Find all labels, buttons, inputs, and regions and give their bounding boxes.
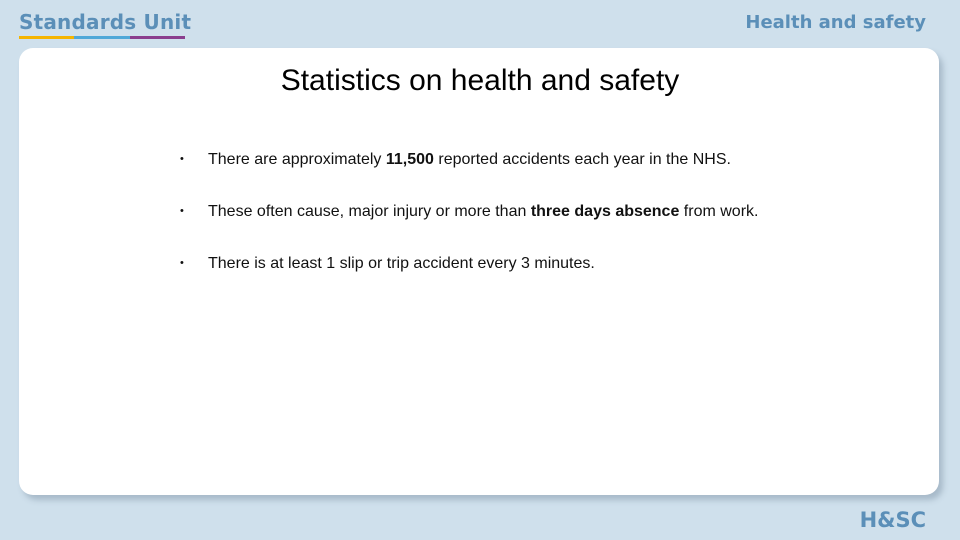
standards-unit-logo: Standards Unit (19, 10, 192, 34)
bullet-emphasis: 11,500 (385, 151, 434, 168)
bullet-text: There are approximately (208, 151, 386, 168)
bullet-item (180, 200, 820, 223)
bullet-text: from work. (679, 203, 759, 220)
brand-color-bar (19, 36, 185, 39)
bullet-marker: • (180, 257, 184, 269)
bullet-item (180, 148, 820, 171)
brand-bar-yellow (19, 36, 74, 39)
bullet-text: These often cause, major injury or more than (208, 203, 531, 220)
bullet-marker: • (180, 205, 184, 217)
bullet-text: reported accidents each year in the NHS. (433, 151, 731, 168)
bullet-text: There is at least 1 slip or trip accident every 3 minutes. (208, 255, 595, 272)
bullet-list (180, 148, 820, 304)
bullet-item (180, 252, 820, 275)
bullet-marker: • (180, 153, 184, 165)
hsc-logo: H&SC (859, 508, 926, 532)
bullet-emphasis: three days absence (530, 203, 680, 220)
brand-bar-blue (74, 36, 129, 39)
brand-bar-purple (130, 36, 185, 39)
section-title: Health and safety (745, 12, 926, 33)
slide-title: Statistics on health and safety (280, 64, 680, 97)
